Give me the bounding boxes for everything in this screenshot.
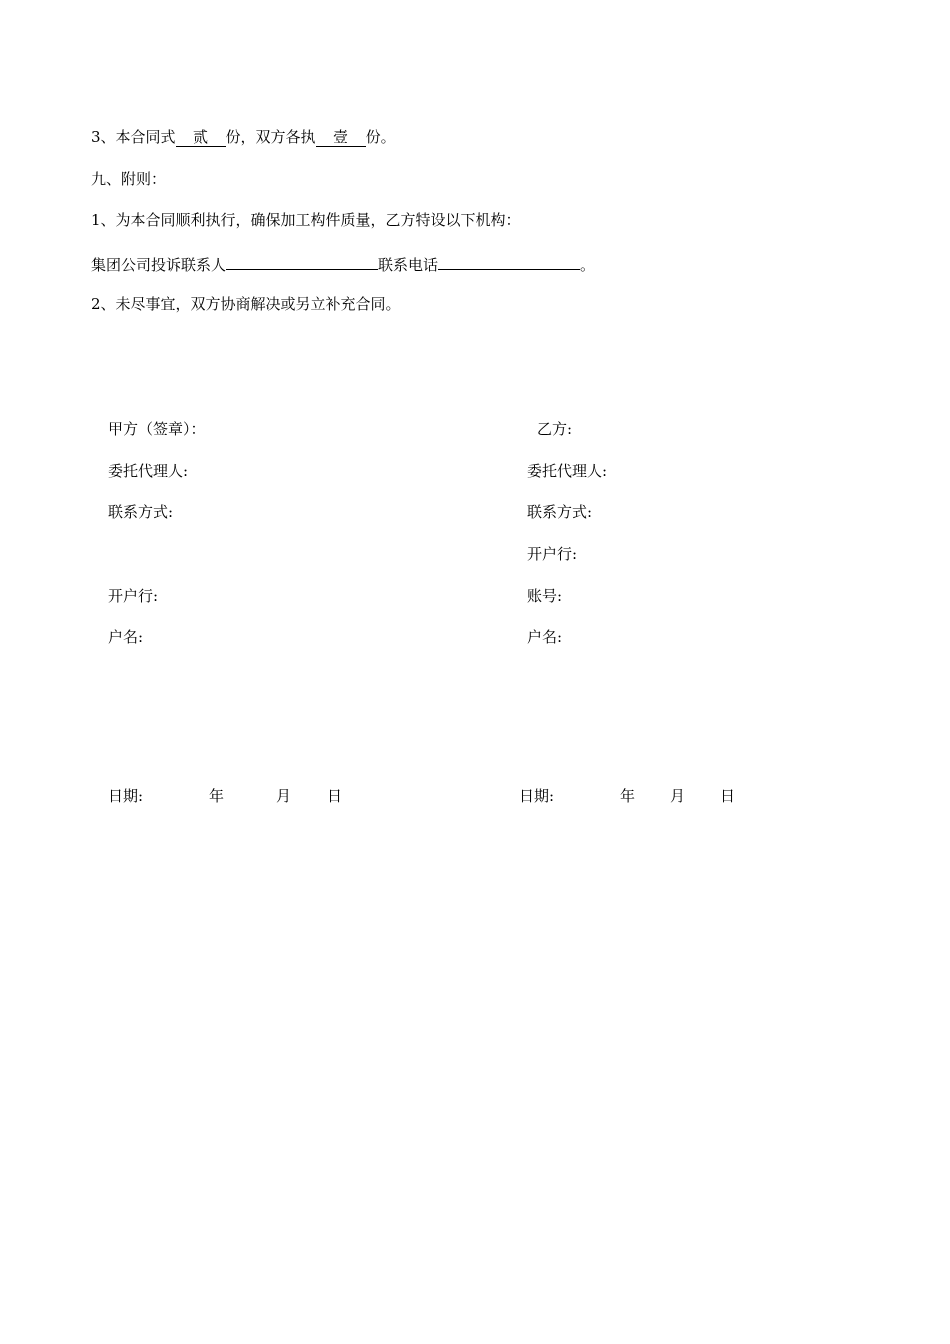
copies-total-field[interactable]: 贰	[176, 128, 226, 147]
phone-line-end: 。	[580, 256, 596, 274]
clause-3-middle: 份，双方各执	[225, 128, 316, 146]
party-b-agent-label: 委托代理人:	[527, 462, 608, 480]
party-b-date-day: 日	[720, 787, 736, 805]
party-a-date-year: 年	[209, 787, 225, 805]
party-b-account-name-label: 户名:	[527, 628, 563, 646]
party-b-date-year: 年	[620, 787, 636, 805]
section-9-item-2: 2、未尽事宜，双方协商解决或另立补充合同。	[91, 295, 401, 313]
clause-3-line	[91, 127, 396, 147]
copies-each-field[interactable]: 壹	[316, 128, 366, 147]
complaint-contact-line	[91, 252, 595, 275]
complaint-contact-field[interactable]	[226, 252, 378, 270]
party-b-title: 乙方:	[537, 420, 573, 438]
phone-field[interactable]	[438, 252, 580, 270]
party-b-bank-label: 开户行:	[527, 545, 578, 563]
party-a-date-day: 日	[327, 787, 343, 805]
party-b-contact-label: 联系方式:	[527, 503, 593, 521]
party-a-date-label: 日期:	[108, 787, 144, 805]
party-b-date-month: 月	[670, 787, 686, 805]
party-b-account-no-label: 账号:	[527, 587, 563, 605]
party-a-account-name-label: 户名:	[108, 628, 144, 646]
clause-3-prefix: 3、本合同式	[91, 128, 176, 146]
complaint-contact-label: 集团公司投诉联系人	[91, 256, 227, 274]
party-a-contact-label: 联系方式:	[108, 503, 174, 521]
section-9-heading: 九、附则：	[91, 170, 167, 188]
section-9-item-1: 1、为本合同顺利执行，确保加工构件质量，乙方特设以下机构：	[91, 211, 521, 229]
party-a-title: 甲方（签章）：	[108, 420, 206, 438]
phone-label: 联系电话	[378, 256, 439, 274]
party-a-agent-label: 委托代理人:	[108, 462, 189, 480]
clause-3-suffix: 份。	[365, 128, 396, 146]
party-a-date-month: 月	[276, 787, 292, 805]
party-b-date-label: 日期:	[519, 787, 555, 805]
party-a-bank-label: 开户行:	[108, 587, 159, 605]
